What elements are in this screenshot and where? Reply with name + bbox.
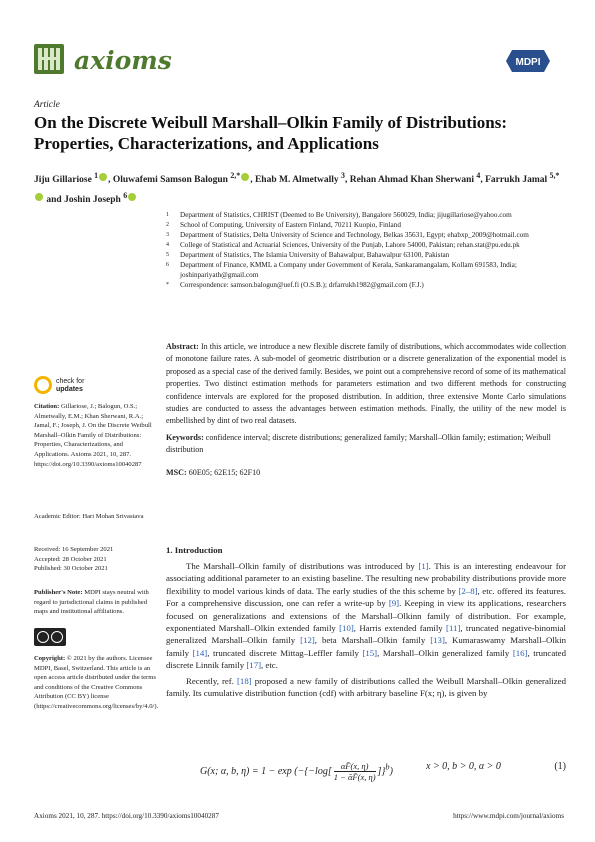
citation-link[interactable]: [15] xyxy=(362,647,378,658)
intro-text xyxy=(166,560,566,702)
publisher-logo-text: MDPI xyxy=(515,57,541,68)
orcid-icon[interactable] xyxy=(35,193,43,201)
msc-codes: MSC: 60E05; 62E15; 62F10 xyxy=(166,468,261,477)
author-list: Jiju Gillariose $^1$ , Oluwafemi Samson Balogun $^{2,*}$ , Ehab M. Almetwally $^3$, Rehan Ahmad Khan Sherwani $^4$, Farrukh Jamal $^{5,*}$ and Joshin Joseph $^6$ xyxy=(34,171,560,206)
check-updates-icon xyxy=(34,376,52,394)
author-name: Jiju Gillariose xyxy=(34,175,92,186)
abstract: Abstract: In this article, we introduce a new flexible discrete family of distributions, which accommodates wide collection of monotone failure rates. A sub-model of geometric distribution or a discrete generalization of the exponential model is proposed as a special case of the derived family. Besides, we point out a comprehensive record of some of its mathematical properties. Two distinct estimation methods for parameters estimation and two different methods for constructing confidence intervals are explored for the proposed distribution. In addition, three extensive Monte Carlo simulations studies are conducted to assess the advantages between estimation methods. Finally, the utility of the new model is embellished by dint of two real datasets. xyxy=(166,342,566,426)
affiliation-list xyxy=(166,210,566,290)
footer-citation[interactable]: Axioms 2021, 10, 287. https://doi.org/10.3390/axioms10040287 xyxy=(34,812,219,820)
keywords: Keywords: confidence interval; discrete distributions; generalized family; Marshall–Olkin family; estimation; Weibull distribution xyxy=(166,433,551,455)
citation-link[interactable]: [17] xyxy=(246,660,262,671)
correspondence: * Correspondence: samson.balogun@uef.fi (O.S.B.); drfarrukh1982@gmail.com (F.J.) xyxy=(166,281,424,289)
citation-link[interactable]: [11] xyxy=(446,623,461,634)
orcid-icon[interactable] xyxy=(241,173,249,181)
equation-number: (1) xyxy=(554,761,566,772)
author-name: Ehab M. Almetwally xyxy=(254,175,339,186)
journal-header xyxy=(34,44,564,84)
affiliation-item: 4 College of Statistical and Actuarial Sciences, University of the Punjab, Lahore 54000, Pakistan; rehan.stat@pu.edu.pk xyxy=(166,241,520,249)
paragraph: Recently, ref. [18] proposed a new family of distributions called the Weibull Marshall–Olkin generalized family. Its cumulative distribution function (cdf) with arbitrary baseline F(x; η), is given by xyxy=(166,675,566,699)
section-heading: 1. Introduction xyxy=(166,545,223,555)
article-type: Article xyxy=(34,100,60,110)
paragraph: The Marshall–Olkin family of distributions was introduced by [1]. This is an interesting endeavour for associating additional parameter to an existing baseline. The resulting new probability distributions provide more flexibility to model various kinds of data. The early studies of the this scheme by [2–8], etc. offered its features. For a comprehensive discussion, one can refer a write-up by [9]. Keeping in view its applications, researchers focused on generalizations and extensions of the Marshall–Olkinn family of distribution. For example, exponentiated Marshall–Olkin extended family [10], Harris extended family [11], truncated negative-binomial generalized Marshall–Olkin family [12], beta Marshall–Olkin family [13], Kumaraswamy Marshall–Olkin family [14], truncated discrete Mittag–Leffler family [15], Marshall–Olkin generalized family [16], truncated discrete Linnik family [17], etc. xyxy=(166,561,567,671)
affiliation-item: 2 School of Computing, University of Eastern Finland, 70211 Kuopio, Finland xyxy=(166,221,401,229)
citation-link[interactable]: [2–8] xyxy=(458,585,478,596)
citation-link[interactable]: [14] xyxy=(192,647,208,658)
mdpi-logo-icon[interactable] xyxy=(506,50,550,72)
affiliation-item: 1 Department of Statistics, CHRIST (Deemed to Be University), Bangalore 560029, India; jijugillariose@yahoo.com xyxy=(166,211,512,219)
publication-dates: Received: 16 September 2021 Accepted: 28 October 2021 Published: 30 October 2021 xyxy=(34,546,114,573)
citation-link[interactable]: [13] xyxy=(430,635,445,646)
affiliation-item: 6 Department of Finance, KMML a Company under Government of Kerala, Sankaramangalam, Kollam 691583, India; joshinpariyath@gmail.com xyxy=(166,261,517,279)
copyright-notice: Copyright: © 2021 by the authors. Licensee MDPI, Basel, Switzerland. This article is an open access article distributed under the terms and conditions of the Creative Commons Attribution (CC BY) license (https://creativecommons.org/licenses/by/4.0/). xyxy=(34,655,159,710)
author-name: Farrukh Jamal xyxy=(485,175,548,186)
citation-link[interactable]: [10] xyxy=(339,623,354,634)
page-title: On the Discrete Weibull Marshall–Olkin Family of Distributions: Properties, Characterizations, and Applications xyxy=(34,113,508,153)
page-footer xyxy=(34,812,564,820)
citation-link[interactable]: [16] xyxy=(512,647,528,658)
cc-license-icon[interactable] xyxy=(34,628,66,646)
citation-link[interactable]: [18] xyxy=(237,675,252,686)
author-name: Oluwafemi Samson Balogun xyxy=(112,175,228,186)
citation-link[interactable]: [1] xyxy=(418,561,429,571)
affiliation-item: 5 Department of Statistics, The Islamia University of Bahawalpur, Bahawalpur 63100, Pakistan xyxy=(166,251,450,259)
orcid-icon[interactable] xyxy=(99,173,107,181)
equation-1: G(x; α, b, η) = 1 − exp (−{−log[ $\frac{\alpha F̄(x, \eta)}{\text{1 − ᾱF̄(x, η)}} ]\}^b$) x > 0, b > 0, α > 0 (1) xyxy=(200,761,566,782)
footer-journal-url[interactable]: https://www.mdpi.com/journal/axioms xyxy=(453,812,564,820)
journal-name[interactable]: axioms xyxy=(74,46,172,75)
check-updates-badge[interactable]: check for updates xyxy=(34,376,156,398)
author-name: Rehan Ahmad Khan Sherwani xyxy=(349,175,475,186)
academic-editor: Academic Editor: Hari Mohan Srivastava xyxy=(34,513,144,520)
journal-logo-icon xyxy=(34,44,64,74)
orcid-icon[interactable] xyxy=(128,193,136,201)
citation-link[interactable]: [12] xyxy=(300,635,315,646)
affiliation-item: 3 Department of Statistics, Delta University of Science and Technology, Belkas 35631, Egypt; ehabxp_2009@hotmail.com xyxy=(166,231,529,239)
equation-condition: x > 0, b > 0, α > 0 xyxy=(426,761,501,772)
publisher-note: Publisher's Note: MDPI stays neutral with regard to jurisdictional claims in published maps and institutional affiliations. xyxy=(34,589,149,616)
author-name: Joshin Joseph xyxy=(64,195,121,206)
citation: Citation: Gillariose, J.; Balogun, O.S.; Almetwally, E.M.; Khan Sherwani, R.A.; Jamal, F.; Joseph, J. On the Discrete Weibull Marshall–Olkin Family of Distributions: Properties, Characterizations, and Applications. Axioms 2021, 10, 287. https://doi.org/10.3390/axioms10040287 xyxy=(34,403,152,468)
citation-link[interactable]: [9] xyxy=(388,598,400,609)
